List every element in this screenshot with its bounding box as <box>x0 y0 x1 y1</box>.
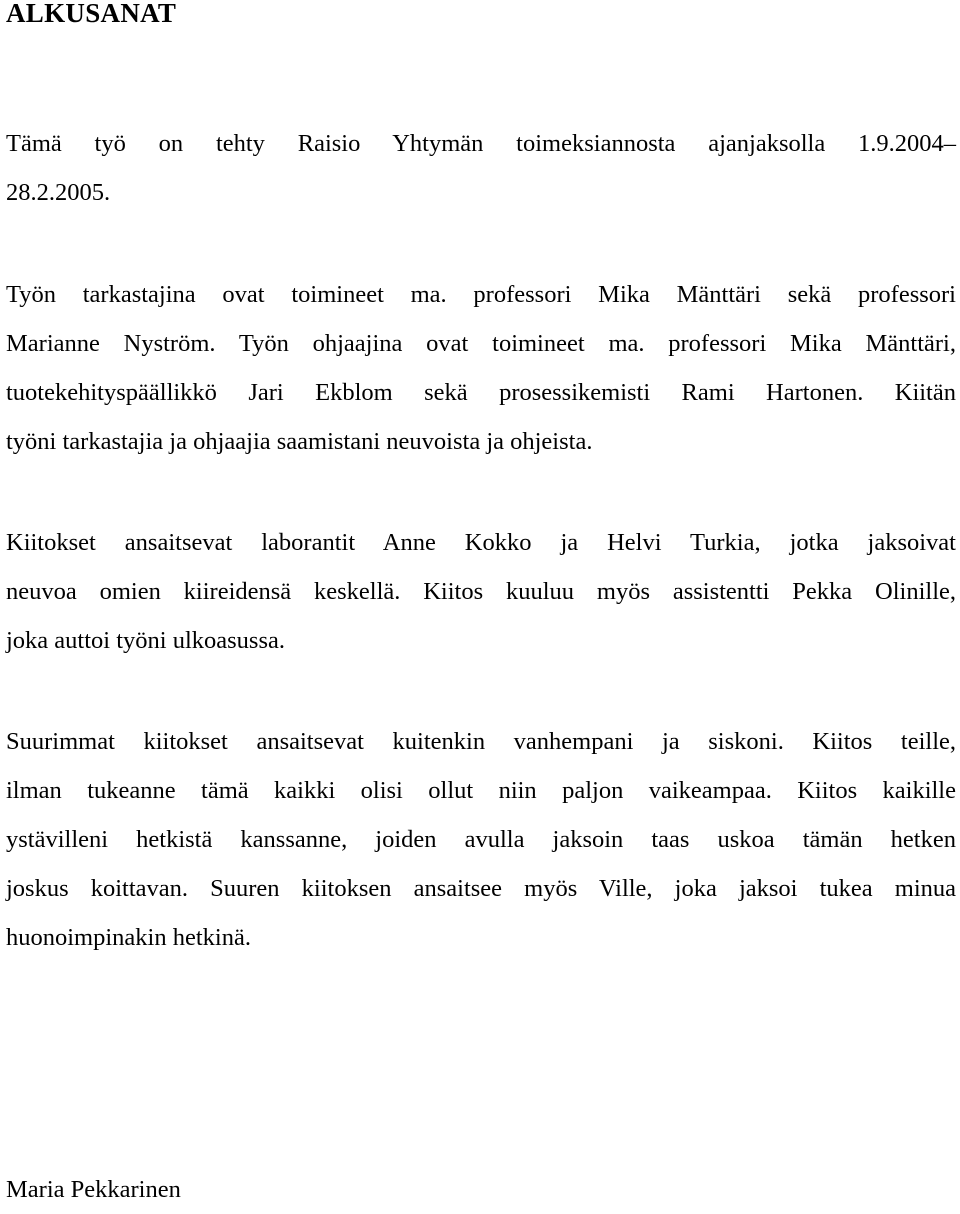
paragraph-line: 28.2.2005. <box>6 179 111 206</box>
paragraph-line: joka auttoi työni ulkoasussa. <box>6 627 285 654</box>
paragraph-line: työni tarkastajia ja ohjaajia saamistani neuvoista ja ohjeista. <box>6 428 593 455</box>
paragraph-family-thanks <box>6 717 956 962</box>
paragraph-line: ystävilleni hetkistä kanssanne, joiden avulla jaksoin taas uskoa tämän hetken <box>6 826 956 853</box>
paragraph-line: Marianne Nyström. Työn ohjaajina ovat toimineet ma. professori Mika Mänttäri, <box>6 330 956 357</box>
paragraph-line: huonoimpinakin hetkinä. <box>6 924 251 951</box>
paragraph-line: Kiitokset ansaitsevat laborantit Anne Kokko ja Helvi Turkia, jotka jaksoivat <box>6 529 956 556</box>
paragraph-line: joskus koittavan. Suuren kiitoksen ansaitsee myös Ville, joka jaksoi tukea minua <box>6 875 956 902</box>
page-title: ALKUSANAT <box>6 0 177 28</box>
paragraph-lab-thanks <box>6 518 956 665</box>
author-signature: Maria Pekkarinen <box>6 1176 181 1203</box>
paragraph-line: Tämä työ on tehty Raisio Yhtymän toimeksiannosta ajanjaksolla 1.9.2004– <box>6 130 956 157</box>
paragraph-supervisors <box>6 270 956 466</box>
paragraph-line: Suurimmat kiitokset ansaitsevat kuitenkin vanhempani ja siskoni. Kiitos teille, <box>6 728 956 755</box>
paragraph-line: ilman tukeanne tämä kaikki olisi ollut niin paljon vaikeampaa. Kiitos kaikille <box>6 777 956 804</box>
paragraph-commission <box>6 119 956 217</box>
paragraph-line: tuotekehityspäällikkö Jari Ekblom sekä prosessikemisti Rami Hartonen. Kiitän <box>6 379 956 406</box>
paragraph-line: Työn tarkastajina ovat toimineet ma. professori Mika Mänttäri sekä professori <box>6 281 956 308</box>
paragraph-line: neuvoa omien kiireidensä keskellä. Kiitos kuuluu myös assistentti Pekka Olinille, <box>6 578 956 605</box>
